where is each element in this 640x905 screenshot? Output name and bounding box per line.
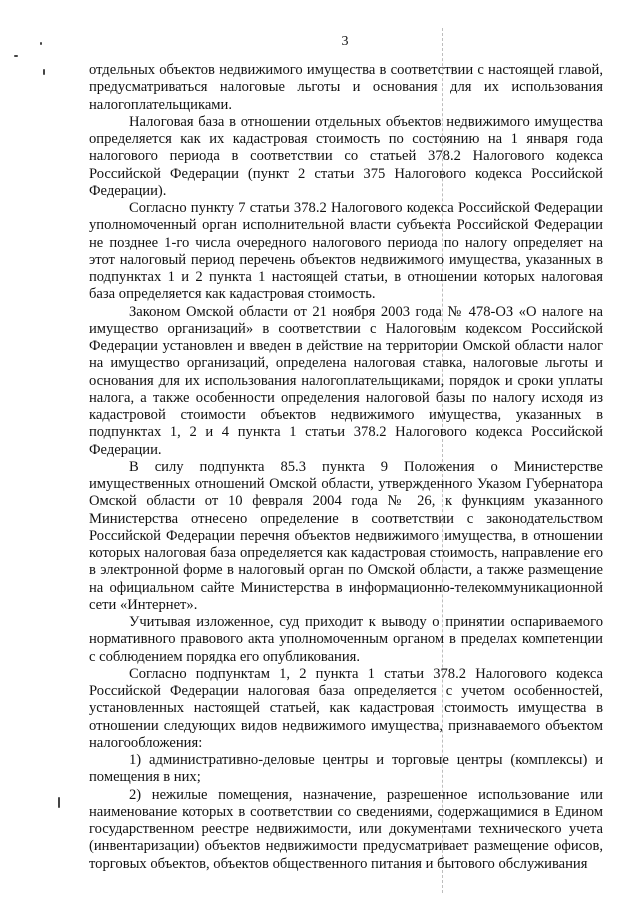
page-number: 3 xyxy=(341,34,349,49)
paragraph: Налоговая база в отношении отдельных объектов недвижимого имущества определяется как их кадастровая стоимость по состоянию на 1 января года налогового периода в соответствии со статьей 378.2 Налогового кодекса Российской Федерации (пункт 2 статьи 375 Налогового кодекса Российской Федерации). xyxy=(89,113,603,199)
document-body xyxy=(89,62,603,873)
paragraph: отдельных объектов недвижимого имущества в соответствии с настоящей главой, предусматриваться налоговые льготы и основания для их использования налогоплательщиками. xyxy=(89,62,603,113)
scan-speck xyxy=(58,797,60,808)
paragraph: Учитывая изложенное, суд приходит к выводу о принятии оспариваемого нормативного правового акта уполномоченным органом в пределах компетенции с соблюдением порядка его опубликования. xyxy=(89,614,603,665)
scan-speck xyxy=(14,55,18,57)
list-item: 1) административно-деловые центры и торговые центры (комплексы) и помещения в них; xyxy=(89,752,603,786)
scan-speck xyxy=(43,69,45,75)
paragraph: Законом Омской области от 21 ноября 2003 года № 478-ОЗ «О налоге на имущество организаций» в соответствии с Налоговым кодексом Российской Федерации установлен и введен в действие на территории Омской области налог на имущество организаций, определена налоговая ставка, налоговые льготы и основания для их использования налогоплательщиками, порядок и сроки уплаты налога, а также особенности определения налоговой базы по налогу исходя из кадастровой стоимости объектов недвижимого имущества, указанных в подпунктах 1, 2 и 4 пункта 1 статьи 378.2 Налогового кодекса Российской Федерации. xyxy=(89,303,603,458)
paragraph: Согласно пункту 7 статьи 378.2 Налогового кодекса Российской Федерации уполномоченный орган исполнительной власти субъекта Российской Федерации не позднее 1-го числа очередного налогового периода по налогу определяет на этот налоговый период перечень объектов недвижимого имущества, указанных в подпунктах 1 и 2 пункта 1 настоящей статьи, в отношении которых налоговая база определяется как кадастровая стоимость. xyxy=(89,200,603,303)
list-item: 2) нежилые помещения, назначение, разрешенное использование или наименование которых в соответствии со сведениями, содержащимися в Едином государственном реестре недвижимости, или документами технического учета (инвентаризации) объектов недвижимости предусматривает размещение офисов, торговых объектов, объектов общественного питания и бытового обслуживания xyxy=(89,786,603,872)
paragraph: Согласно подпунктам 1, 2 пункта 1 статьи 378.2 Налогового кодекса Российской Федерации налоговая база определяется с учетом особенностей, установленных настоящей статьей, как кадастровая стоимость имущества в отношении следующих видов недвижимого имущества, признаваемого объектом налогообложения: xyxy=(89,665,603,751)
paragraph: В силу подпункта 85.3 пункта 9 Положения о Министерстве имущественных отношений Омской области, утвержденного Указом Губернатора Омской области от 10 февраля 2004 года № 26, к функциям указанного Министерства отнесено определение в соответствии с законодательством Российской Федерации перечня объектов недвижимого имущества, в отношении которых налоговая база определяется как кадастровая стоимость, направление его в электронной форме в налоговый орган по Омской области, а также размещение на официальном сайте Министерства в информационно-телекоммуникационной сети «Интернет». xyxy=(89,458,603,613)
